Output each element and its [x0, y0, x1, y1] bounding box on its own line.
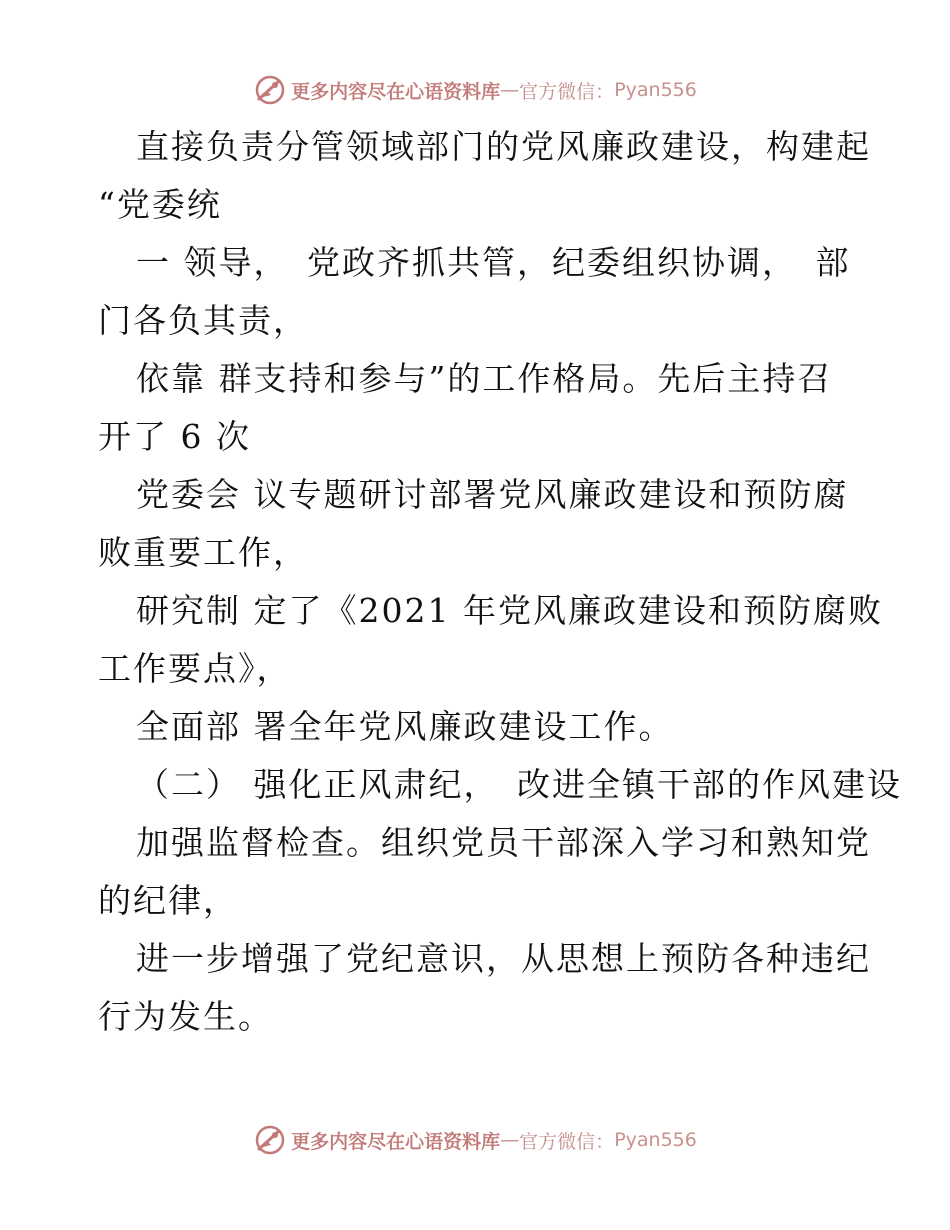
body-line: “党委统: [98, 185, 222, 224]
header-watermark: [0, 70, 950, 110]
watermark-main-text: 更多内容尽在心语资料库: [291, 1130, 501, 1153]
watermark-wechat-id: Pyan556: [614, 1129, 697, 1151]
watermark-wechat-label: 官方微信：: [519, 1130, 615, 1153]
body-line: 开了 6 次: [98, 417, 251, 456]
body-line: 败重要工作，: [98, 533, 308, 572]
body-line: 的纪律，: [98, 881, 238, 920]
section-heading: （二） 强化正风肃纪， 改进全镇干部的作风建设: [136, 765, 902, 804]
document-body: [98, 118, 902, 1046]
body-line: 一 领导， 党政齐抓共管，纪委组织协调， 部: [136, 243, 851, 282]
body-line: 依靠 群支持和参与”的工作格局。先后主持召: [136, 359, 833, 398]
pen-logo-icon: [253, 1123, 287, 1157]
body-line: 全面部 署全年党风廉政建设工作。: [136, 707, 674, 746]
body-line: 研究制 定了《2021 年党风廉政建设和预防腐败: [136, 591, 883, 630]
watermark-separator: —: [500, 1129, 520, 1151]
footer-watermark: [0, 1120, 950, 1160]
body-line: 工作要点》，: [98, 649, 292, 688]
watermark-separator: —: [500, 79, 520, 101]
watermark-wechat-label: 官方微信：: [519, 80, 615, 103]
watermark-main-text: 更多内容尽在心语资料库: [291, 80, 501, 103]
body-line: 党委会 议专题研讨部署党风廉政建设和预防腐: [136, 475, 849, 514]
body-line: 行为发生。: [98, 997, 273, 1036]
pen-logo-icon: [253, 73, 287, 107]
watermark-wechat-id: Pyan556: [614, 79, 697, 101]
body-line: 加强监督检查。组织党员干部深入学习和熟知党: [136, 823, 871, 862]
body-line: 进一步增强了党纪意识，从思想上预防各种违纪: [136, 939, 871, 978]
body-line: 直接负责分管领域部门的党风廉政建设，构建起: [136, 127, 871, 166]
body-line: 门各负其责，: [98, 301, 308, 340]
